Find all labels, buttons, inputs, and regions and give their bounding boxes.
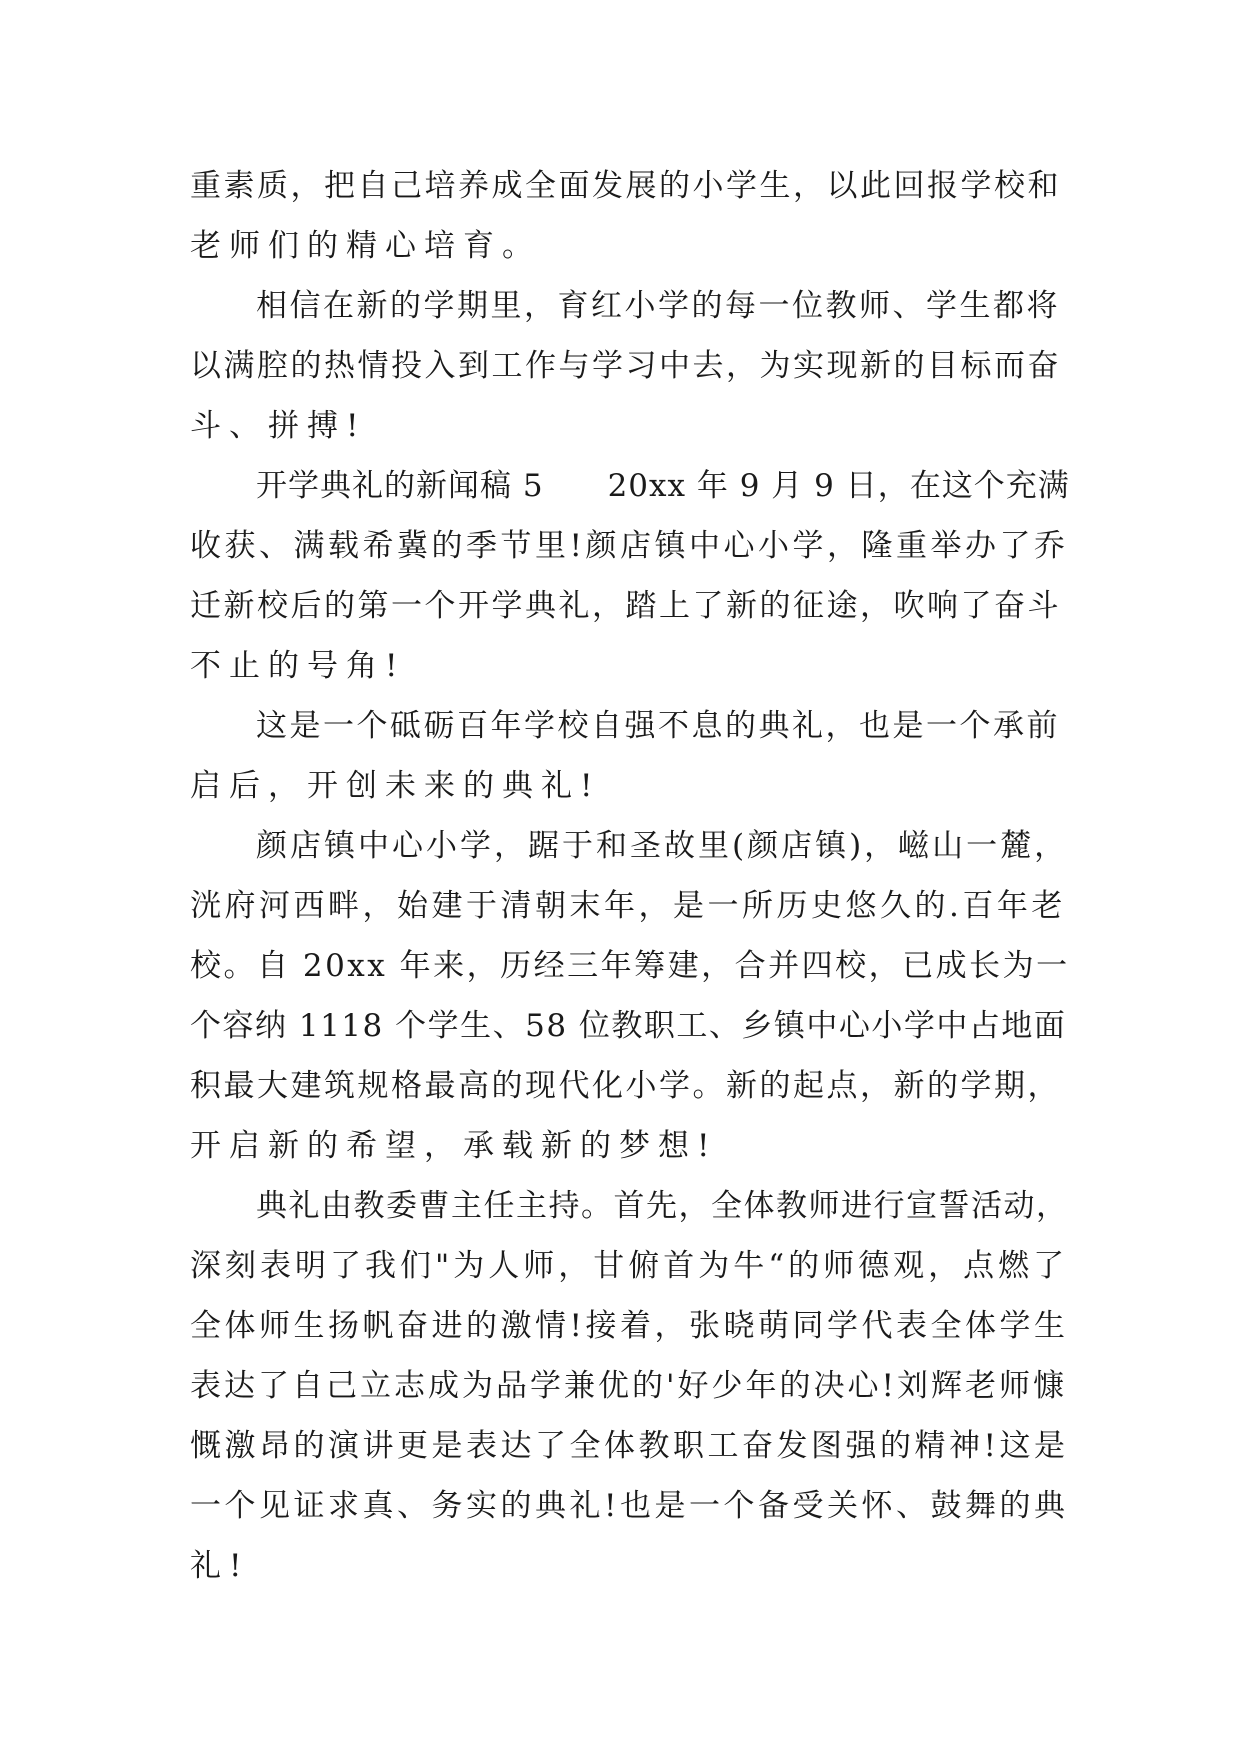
text-line: 表达了自己立志成为品学兼优的'好少年的决心!刘辉老师慷 [190,1368,1067,1404]
text-line: 开学典礼的新闻稿 5 20xx 年 9 月 9 日，在这个充满 [256,468,1070,504]
text-line: 迁新校后的第一个开学典礼，踏上了新的征途，吹响了奋斗 [190,588,1061,624]
text-line: 以满腔的热情投入到工作与学习中去，为实现新的目标而奋 [190,348,1061,384]
text-line: 洸府河西畔，始建于清朝末年，是一所历史悠久的.百年老 [190,888,1066,924]
text-line: 启后，开创未来的典礼! [190,768,601,804]
text-line: 不止的号角! [190,648,406,684]
text-line: 校。自 20xx 年来，历经三年筹建，合并四校，已成长为一 [190,948,1070,984]
text-line: 深刻表明了我们"为人师，甘俯首为牛“的师德观，点燃了 [190,1248,1069,1284]
text-line: 慨激昂的演讲更是表达了全体教职工奋发图强的精神!这是 [190,1428,1069,1464]
text-line: 典礼由教委曹主任主持。首先，全体教师进行宣誓活动， [256,1188,1069,1224]
text-line: 开启新的希望，承载新的梦想! [190,1128,718,1164]
text-line: 礼! [190,1548,250,1584]
text-line: 积最大建筑规格最高的现代化小学。新的起点，新的学期， [190,1068,1061,1104]
text-line: 斗、拼搏! [190,408,367,444]
text-line: 全体师生扬帆奋进的激情!接着，张晓萌同学代表全体学生 [190,1308,1069,1344]
text-line: 老师们的精心培育。 [190,228,541,264]
text-line: 个容纳 1118 个学生、58 位教职工、乡镇中心小学中占地面 [190,1008,1067,1044]
body-text [190,160,1070,1600]
text-line: 重素质，把自己培养成全面发展的小学生，以此回报学校和 [190,168,1061,204]
text-line: 相信在新的学期里，育红小学的每一位教师、学生都将 [256,288,1060,324]
text-line: 这是一个砥砺百年学校自强不息的典礼，也是一个承前 [256,708,1060,744]
text-line: 一个见证求真、务实的典礼!也是一个备受关怀、鼓舞的典 [190,1488,1069,1524]
text-line: 颜店镇中心小学，踞于和圣故里(颜店镇)，嵫山一麓， [256,828,1069,864]
text-line: 收获、满载希冀的季节里!颜店镇中心小学，隆重举办了乔 [190,528,1069,564]
